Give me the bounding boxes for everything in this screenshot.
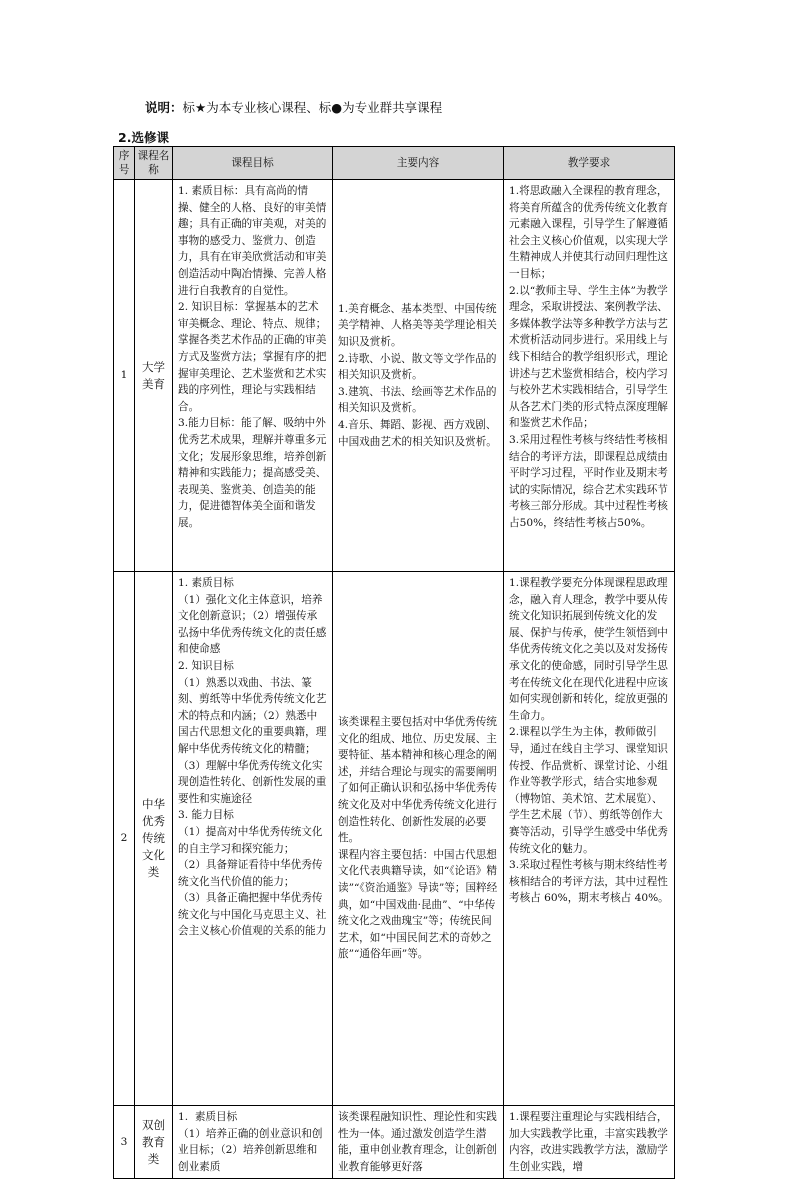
course-requirement: 1.课程要注重理论与实践相结合，加大实践教学比重，丰富实践教学内容，改进实践教学方法，激励学生创业实践，增 [504,1106,675,1179]
table-row [114,180,675,572]
legend-note-text: 标★为本专业核心课程、标●为专业群共享课程 [182,100,443,115]
course-name: 大学美育 [135,180,173,572]
course-content: 1.美育概念、基本类型、中国传统美学精神、人格美等美学理论相关知识及赏析。 2.诗歌、小说、散文等文学作品的相关知识及赏析。 3.建筑、书法、绘画等艺术作品的相关知识及赏析。 4.音乐、舞蹈、影视、西方戏剧、中国戏曲艺术的相关知识及赏析。 [333,180,504,572]
course-num: 3 [114,1106,135,1179]
course-requirement: 1.课程教学要充分体现课程思政理念，融入育人理念，教学中要从传统文化知识拓展到传统文化的发展、保护与传承，使学生领悟到中华优秀传统文化之美以及对发扬传承文化的使命感，同时引导学生思考在传统文化在现代化进程中应该如何实现创新和转化，绽放更强的生命力。 2.课程以学生为主体，教师做引导，通过在线自主学习、课堂知识传授、作品赏析、课堂讨论、小组作业等教学形式，结合实地参观（博物馆、美术馆、艺术展览）、学生艺术展（节）、剪纸等创作大赛等活动，引导学生感受中华优秀传统文化的魅力。 3.采取过程性考核与期末终结性考核相结合的考评方法，其中过程性考核占 60%，期末考核占 40%。 [504,572,675,1106]
section-title: 2.选修课 [118,130,169,145]
header-goal: 课程目标 [173,147,333,180]
course-num: 1 [114,180,135,572]
header-name: 课程名称 [135,147,173,180]
table-row [114,1106,675,1179]
course-num: 2 [114,572,135,1106]
course-goal: 1. 素质目标 （1）培养正确的创业意识和创业目标；（2）培养创新思维和创业素质 [173,1106,333,1179]
table-row [114,572,675,1106]
header-content: 主要内容 [333,147,504,180]
course-name: 中华优秀传统文化类 [135,572,173,1106]
course-goal: 1. 素质目标：具有高尚的情操、健全的人格、良好的审美情趣；具有正确的审美观，对美的事物的感受力、鉴赏力、创造力，具有在审美欣赏活动和审美创造活动中陶冶情操、完善人格进行自我教育的自觉性。 2. 知识目标：掌握基本的艺术审美概念、理论、特点、规律；掌握各类艺术作品的正确的审美方式及鉴赏方法；掌握有序的把握审美理论、艺术鉴赏和艺术实践的序列性，理论与实践相结合。 3.能力目标：能了解、吸纳中外优秀艺术成果，理解并尊重多元文化；发展形象思维，培养创新精神和实践能力；提高感受美、表现美、鉴赏美、创造美的能力，促进德智体美全面和谐发展。 [173,180,333,572]
course-name: 双创教育类 [135,1106,173,1179]
course-content: 该类课程融知识性、理论性和实践性为一体。通过激发创造学生潜能，重申创业教育理念，让创新创业教育能够更好落 [333,1106,504,1179]
elective-course-table [113,146,675,1179]
course-requirement: 1.将思政融入全课程的教育理念，将美育所蕴含的优秀传统文化教育元素融入课程，引导学生了解遵循社会主义核心价值观，以实现大学生精神成人并使其行动回归理性这一目标； 2.以“教师主导、学生主体”为教学理念，采取讲授法、案例教学法、多媒体教学法等多种教学方法与艺术赏析活动同步进行。采用线上与线下相结合的教学组织形式，理论讲述与艺术鉴赏相结合，校内学习与校外艺术实践相结合，引导学生从各艺术门类的形式特点深度理解和鉴赏艺术作品； 3.采用过程性考核与终结性考核相结合的考评方法，即课程总成绩由平时学习过程，平时作业及期末考试的实际情况，综合艺术实践环节考核三部分形成。其中过程性考核占50%，终结性考核占50%。 [504,180,675,572]
legend-note-label: 说明： [145,100,183,115]
course-goal: 1. 素质目标 （1）强化文化主体意识，培养文化创新意识；（2）增强传承弘扬中华优秀传统文化的责任感和使命感 2. 知识目标 （1）熟悉以戏曲、书法、篆刻、剪纸等中华优秀传统文化艺术的特点和内涵；（2）熟悉中国古代思想文化的重要典籍，理解中华优秀传统文化的精髓；（3）理解中华优秀传统文化实现创造性转化、创新性发展的重要性和实施途径 3. 能力目标 （1）提高对中华优秀传统文化的自主学习和探究能力； （2）具备辩证看待中华优秀传统文化当代价值的能力； （3）具备正确把握中华优秀传统文化与中国化马克思主义、社会主义核心价值观的关系的能力 [173,572,333,1106]
legend-note [145,98,442,116]
table-header-row [114,147,675,180]
header-req: 教学要求 [504,147,675,180]
header-num: 序号 [114,147,135,180]
course-content: 该类课程主要包括对中华优秀传统文化的组成、地位、历史发展、主要特征、基本精神和核心理念的阐述，并结合理论与现实的需要阐明了如何正确认识和弘扬中华优秀传统文化及对中华优秀传统文化进行创造性转化、创新性发展的必要性。 课程内容主要包括：中国古代思想文化代表典籍导读，如“《论语》精读”“《资治通鉴》导读”等；国粹经典，如“中国戏曲·昆曲”、“中华传统文化之戏曲瑰宝”等；传统民间艺术，如“中国民间艺术的奇妙之旅”“通俗年画”等。 [333,572,504,1106]
